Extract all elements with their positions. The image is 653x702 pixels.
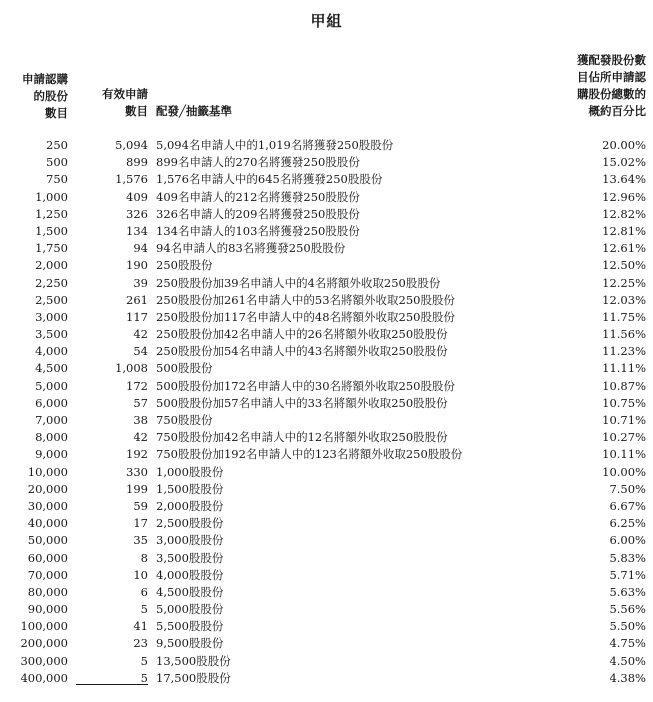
cell-valid-applications: 409 <box>126 189 148 204</box>
table-row <box>0 378 653 395</box>
table-row <box>0 309 653 326</box>
table-row <box>0 584 653 601</box>
cell-percentage: 10.87% <box>602 378 646 393</box>
table-row <box>0 395 653 412</box>
cell-valid-applications: 261 <box>126 292 148 307</box>
cell-allocation-basis: 4,000股股份 <box>156 567 224 582</box>
cell-shares-applied: 40,000 <box>27 516 68 531</box>
cell-valid-applications: 41 <box>133 619 148 634</box>
header-valid-applications <box>72 86 148 120</box>
cell-percentage: 10.75% <box>602 395 646 410</box>
cell-valid-applications: 59 <box>133 498 148 513</box>
table-row <box>0 257 653 274</box>
cell-shares-applied: 500 <box>46 155 68 170</box>
cell-percentage: 12.50% <box>602 258 646 273</box>
cell-percentage: 6.00% <box>609 533 646 548</box>
cell-allocation-basis: 750股股份 <box>156 413 213 427</box>
cell-shares-applied: 5,000 <box>35 378 68 393</box>
cell-allocation-basis: 3,500股股份 <box>156 550 224 565</box>
header-line: 概約百分比 <box>588 104 646 118</box>
table-row <box>0 343 653 360</box>
table-row <box>0 206 653 223</box>
cell-valid-applications: 38 <box>133 413 148 427</box>
cell-valid-applications: 134 <box>126 223 148 238</box>
table-row <box>0 515 653 532</box>
cell-valid-applications: 10 <box>133 567 148 582</box>
cell-allocation-basis: 2,500股股份 <box>156 516 224 531</box>
cell-allocation-basis: 326名申請人的209名將獲發250股股份 <box>156 206 360 221</box>
cell-shares-applied: 9,000 <box>35 447 68 462</box>
cell-shares-applied: 7,000 <box>35 413 68 427</box>
cell-percentage: 10.71% <box>602 413 646 427</box>
cell-allocation-basis: 899名申請人的270名將獲發250股股份 <box>156 155 360 170</box>
table-row <box>0 326 653 343</box>
cell-shares-applied: 70,000 <box>27 567 68 582</box>
cell-valid-applications: 5 <box>140 602 148 617</box>
table-row <box>0 137 653 154</box>
cell-valid-applications: 5 <box>140 670 148 685</box>
cell-shares-applied: 200,000 <box>20 636 68 651</box>
cell-allocation-basis: 1,000股股份 <box>156 464 224 479</box>
cell-valid-applications: 17 <box>133 516 148 531</box>
cell-valid-applications: 199 <box>126 481 148 496</box>
header-line: 數目 <box>125 104 148 118</box>
cell-allocation-basis: 409名申請人的212名將獲發250股股份 <box>156 189 360 204</box>
cell-shares-applied: 4,000 <box>35 344 68 359</box>
cell-allocation-basis: 94名申請人的83名將獲發250股股份 <box>156 241 346 256</box>
cell-percentage: 10.27% <box>602 430 646 445</box>
cell-percentage: 13.64% <box>602 172 646 187</box>
table-row <box>0 653 653 670</box>
cell-percentage: 20.00% <box>602 138 646 152</box>
cell-allocation-basis: 5,094名申請人中的1,019名將獲發250股股份 <box>156 138 394 152</box>
cell-allocation-basis: 250股股份加39名申請人中的4名將額外收取250股股份 <box>156 275 441 290</box>
cell-allocation-basis: 250股股份加261名申請人中的53名將額外收取250股股份 <box>156 292 455 307</box>
header-line: 購股份總數的 <box>577 87 646 101</box>
table-row <box>0 360 653 377</box>
header-shares-applied <box>2 71 68 122</box>
table-row <box>0 498 653 515</box>
cell-allocation-basis: 750股股份加192名申請人中的123名將額外收取250股股份 <box>156 447 463 462</box>
cell-percentage: 5.56% <box>609 602 646 617</box>
table-row <box>0 189 653 206</box>
table-row <box>0 240 653 257</box>
cell-percentage: 11.56% <box>602 327 646 342</box>
cell-valid-applications: 899 <box>126 155 148 170</box>
cell-allocation-basis: 17,500股股份 <box>156 670 231 685</box>
cell-shares-applied: 1,750 <box>35 241 68 256</box>
table-row <box>0 412 653 429</box>
cell-percentage: 10.11% <box>602 447 646 462</box>
cell-allocation-basis: 4,500股股份 <box>156 584 224 599</box>
cell-percentage: 10.00% <box>602 464 646 479</box>
cell-shares-applied: 30,000 <box>27 498 68 513</box>
cell-shares-applied: 1,250 <box>35 206 68 221</box>
cell-valid-applications: 330 <box>126 464 148 479</box>
cell-shares-applied: 20,000 <box>27 481 68 496</box>
cell-shares-applied: 1,000 <box>35 189 68 204</box>
cell-shares-applied: 400,000 <box>20 670 68 685</box>
header-line: 獲配發股份數 <box>577 53 646 67</box>
cell-valid-applications: 5 <box>140 653 148 668</box>
cell-percentage: 12.82% <box>602 206 646 221</box>
cell-allocation-basis: 250股股份加54名申請人中的43名將額外收取250股股份 <box>156 344 448 359</box>
table-row <box>0 481 653 498</box>
table-row <box>0 171 653 188</box>
cell-allocation-basis: 9,500股股份 <box>156 636 224 651</box>
cell-percentage: 12.03% <box>602 292 646 307</box>
cell-allocation-basis: 250股股份加42名申請人中的26名將額外收取250股股份 <box>156 327 448 342</box>
cell-valid-applications: 42 <box>133 430 148 445</box>
cell-shares-applied: 1,500 <box>35 223 68 238</box>
cell-valid-applications: 57 <box>133 395 148 410</box>
table-row <box>0 446 653 463</box>
header-line: 數目 <box>45 106 68 120</box>
cell-allocation-basis: 13,500股股份 <box>156 653 231 668</box>
cell-percentage: 4.50% <box>609 653 646 668</box>
cell-valid-applications: 6 <box>140 584 148 599</box>
cell-shares-applied: 80,000 <box>27 584 68 599</box>
cell-shares-applied: 2,250 <box>35 275 68 290</box>
cell-valid-applications: 35 <box>133 533 148 548</box>
table-row <box>0 275 653 292</box>
cell-percentage: 12.81% <box>602 223 646 238</box>
cell-shares-applied: 2,000 <box>35 258 68 273</box>
cell-valid-applications: 54 <box>133 344 148 359</box>
cell-allocation-basis: 500股股份加57名申請人中的33名將額外收取250股股份 <box>156 395 448 410</box>
cell-allocation-basis: 5,000股股份 <box>156 602 224 617</box>
cell-allocation-basis: 3,000股股份 <box>156 533 224 548</box>
cell-allocation-basis: 2,000股股份 <box>156 498 224 513</box>
cell-percentage: 5.50% <box>609 619 646 634</box>
header-line: 申請認購 <box>22 72 68 86</box>
cell-allocation-basis: 250股股份加117名申請人中的48名將額外收取250股股份 <box>156 309 455 324</box>
cell-valid-applications: 172 <box>126 378 148 393</box>
table-row <box>0 292 653 309</box>
cell-percentage: 5.63% <box>609 584 646 599</box>
header-line: 目佔所申請認 <box>577 70 646 84</box>
table-row <box>0 532 653 549</box>
cell-shares-applied: 750 <box>46 172 68 187</box>
cell-valid-applications: 94 <box>133 241 148 256</box>
cell-shares-applied: 4,500 <box>35 361 68 376</box>
cell-percentage: 11.75% <box>602 309 646 324</box>
cell-allocation-basis: 750股股份加42名申請人中的12名將額外收取250股股份 <box>156 430 448 445</box>
cell-percentage: 7.50% <box>609 481 646 496</box>
page-title: 甲組 <box>310 12 343 30</box>
cell-allocation-basis: 500股股份加172名申請人中的30名將額外收取250股股份 <box>156 378 455 393</box>
total-rule <box>76 684 148 685</box>
allocation-table <box>0 137 653 687</box>
table-row <box>0 567 653 584</box>
cell-valid-applications: 326 <box>126 206 148 221</box>
cell-valid-applications: 1,008 <box>115 361 148 376</box>
cell-shares-applied: 8,000 <box>35 430 68 445</box>
header-percentage <box>520 52 646 120</box>
table-row <box>0 464 653 481</box>
table-row <box>0 550 653 567</box>
cell-shares-applied: 2,500 <box>35 292 68 307</box>
table-row <box>0 154 653 171</box>
cell-allocation-basis: 250股股份 <box>156 258 213 273</box>
cell-allocation-basis: 500股股份 <box>156 361 213 376</box>
cell-valid-applications: 23 <box>133 636 148 651</box>
cell-percentage: 11.11% <box>602 361 646 376</box>
header-basis: 配發╱抽籤基準 <box>156 104 232 118</box>
cell-valid-applications: 117 <box>126 309 148 324</box>
cell-shares-applied: 300,000 <box>20 653 68 668</box>
cell-valid-applications: 39 <box>133 275 148 290</box>
header-line: 的股份 <box>33 89 68 103</box>
cell-shares-applied: 3,000 <box>35 309 68 324</box>
cell-percentage: 6.25% <box>609 516 646 531</box>
cell-percentage: 12.25% <box>602 275 646 290</box>
cell-valid-applications: 1,576 <box>115 172 148 187</box>
cell-valid-applications: 8 <box>140 550 148 565</box>
cell-percentage: 12.96% <box>602 189 646 204</box>
cell-percentage: 6.67% <box>609 498 646 513</box>
cell-valid-applications: 42 <box>133 327 148 342</box>
cell-percentage: 11.23% <box>602 344 646 359</box>
cell-shares-applied: 3,500 <box>35 327 68 342</box>
cell-percentage: 4.75% <box>609 636 646 651</box>
cell-shares-applied: 250 <box>46 138 68 152</box>
cell-shares-applied: 60,000 <box>27 550 68 565</box>
cell-percentage: 5.71% <box>609 567 646 582</box>
cell-allocation-basis: 1,576名申請人中的645名將獲發250股股份 <box>156 172 383 187</box>
cell-percentage: 12.61% <box>602 241 646 256</box>
cell-valid-applications: 192 <box>126 447 148 462</box>
cell-valid-applications: 190 <box>126 258 148 273</box>
table-row <box>0 618 653 635</box>
cell-percentage: 5.83% <box>609 550 646 565</box>
cell-shares-applied: 50,000 <box>27 533 68 548</box>
cell-allocation-basis: 5,500股股份 <box>156 619 224 634</box>
cell-valid-applications: 5,094 <box>115 138 148 152</box>
cell-percentage: 15.02% <box>602 155 646 170</box>
table-row <box>0 635 653 652</box>
header-line: 有效申請 <box>102 87 148 101</box>
cell-allocation-basis: 134名申請人的103名將獲發250股股份 <box>156 223 360 238</box>
cell-percentage: 4.38% <box>609 670 646 685</box>
cell-shares-applied: 10,000 <box>27 464 68 479</box>
table-row <box>0 223 653 240</box>
cell-shares-applied: 90,000 <box>27 602 68 617</box>
cell-shares-applied: 6,000 <box>35 395 68 410</box>
cell-allocation-basis: 1,500股股份 <box>156 481 224 496</box>
cell-shares-applied: 100,000 <box>20 619 68 634</box>
table-row <box>0 429 653 446</box>
table-row <box>0 601 653 618</box>
